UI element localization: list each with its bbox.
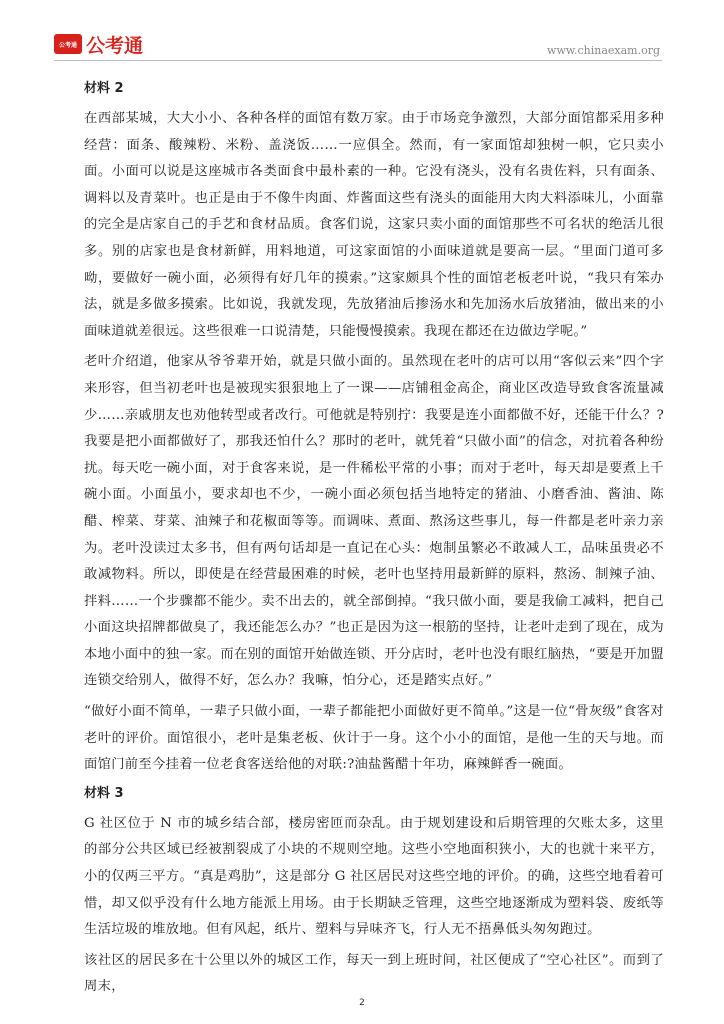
brand-name: 公考通: [86, 35, 144, 57]
document-body: [84, 78, 664, 1005]
logo-badge-text: 公考通: [58, 41, 77, 49]
paragraph: “做好小面不简单，一辈子只做小面，一辈子都能把小面做好更不简单。”这是一位“骨灰级”食客对老叶的评价。面馆很小，老叶是集老板、伙计于一身。这个小小的面馆，是他一生的天与地。而面馆门前至今挂着一位老食客送给他的对联:?油盐酱醋十年功，麻辣鲜香一碗面。: [84, 704, 664, 773]
site-url: www.chinaexam.org: [547, 44, 660, 57]
page-header: [0, 0, 724, 64]
paragraph: 该社区的居民多在十公里以外的城区工作，每天一到上班时间，社区便成了“空心社区”。而到了周末，: [84, 952, 664, 995]
section-heading-material-2: 材料 2: [84, 81, 124, 96]
header-divider: [54, 60, 662, 61]
paragraph: G 社区位于 N 市的城乡结合部，楼房密匝而杂乱。由于规划建设和后期管理的欠账太多，这里的部分公共区域已经被割裂成了小块的不规则空地。这些小空地面积狭小，大的也就十来平方，小的仅两三平方。“真是鸡肋”，这是部分 G 社区居民对这些空地的评价。的确，这些空地看着可惜，却又似乎没有什么地方能派上用场。由于长期缺乏管理，这些空地逐渐成为塑料袋、废纸等生活垃圾的堆放地。但有风起，纸片、塑料与异味齐飞，行人无不捂鼻低头匆匆跑过。: [84, 815, 664, 938]
paragraph: 在西部某城，大大小小、各种各样的面馆有数万家。由于市场竞争激烈，大部分面馆都采用多种经营：面条、酸辣粉、米粉、盖浇饭……一应俱全。然而，有一家面馆却独树一帜，它只卖小面。小面可以说是这座城市各类面食中最朴素的一种。它没有浇头，没有名贵佐料，只有面条、调料以及青菜叶。也正是由于不像牛肉面、炸酱面这些有浇头的面能用大肉大料添味儿，小面靠的完全是店家自己的手艺和食材品质。食客们说，这家只卖小面的面馆那些不可名状的绝活儿很多。别的店家也是食材新鲜，用料地道，可这家面馆的小面味道就是要高一层。“里面门道可多呦，要做好一碗小面，必须得有好几年的摸索。”这家颇具个性的面馆老板老叶说，“我只有笨办法，就是多做多摸索。比如说，我就发现，先放猪油后掺汤水和先加汤水后放猪油，做出来的小面味道就差很远。这些很难一口说清楚，只能慢慢摸索。我现在都还在边做边学呢。”: [84, 111, 664, 339]
section-heading-material-3: 材料 3: [84, 785, 124, 801]
paragraph: 老叶介绍道，他家从爷爷辈开始，就是只做小面的。虽然现在老叶的店可以用“客似云来”四个字来形容，但当初老叶也是被现实狠狠地上了一课——店铺租金高企，商业区改造导致食客流量减少……亲戚朋友也劝他转型或者改行。可他就是特别拧：我要是连小面都做不好，还能干什么？?我要是把小面都做好了，那我还怕什么？那时的老叶，就凭着“只做小面”的信念，对抗着各种纷扰。每天吃一碗小面，对于食客来说，是一件稀松平常的小事；而对于老叶，每天却是要煮上千碗小面。小面虽小，要求却也不少，一碗小面必须包括当地特定的猪油、小磨香油、酱油、陈醋、榨菜、芽菜、油辣子和花椒面等等。而调味、煮面、熬汤这些事儿，每一件都是老叶亲力亲为。老叶没读过太多书，但有两句话却是一直记在心头：炮制虽繁必不敢减人工，品味虽贵必不敢减物料。所以，即使是在经营最困难的时候，老叶也坚持用最新鲜的原料，熬汤、制辣子油、拌料……一个步骤都不能少。卖不出去的，就全部倒掉。“我只做小面，要是我偷工减料，把自己小面这块招牌都做臭了，我还能怎么办？”也正是因为这一根筋的坚持，让老叶走到了现在，成为本地小面中的独一家。而在别的面馆开始做连锁、开分店时，老叶也没有眼红脑热，“要是开加盟连锁交给别人，做得不好，怎么办？我嘛，怕分心，还是踏实点好。”: [84, 354, 664, 689]
logo-badge: [54, 34, 82, 54]
page-number: 2: [359, 998, 365, 1008]
